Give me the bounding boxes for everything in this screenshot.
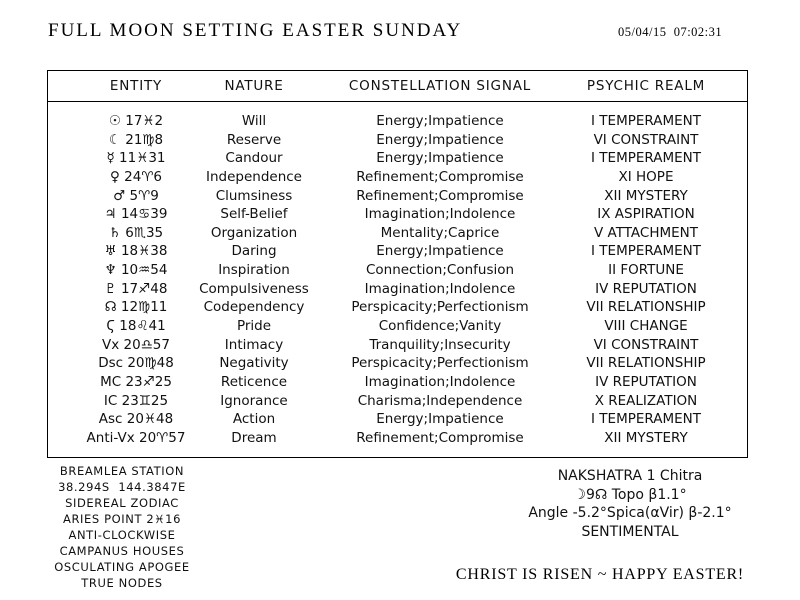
cell-signal: Confidence;Vanity xyxy=(378,318,502,335)
table-row xyxy=(48,354,747,373)
cell-realm: I TEMPERAMENT xyxy=(591,411,701,428)
cell-signal: Energy;Impatience xyxy=(376,150,504,167)
table-row xyxy=(48,112,747,131)
cell-entity: ♂ 5♈9 xyxy=(113,187,159,204)
table-row xyxy=(48,205,747,224)
cell-entity: Anti-Vx 20♈57 xyxy=(86,429,186,446)
text-line: ANTI-CLOCKWISE xyxy=(68,528,176,542)
cell-nature: Independence xyxy=(205,168,302,185)
text-line: CAMPANUS HOUSES xyxy=(59,544,185,558)
cell-nature: Self-Belief xyxy=(220,206,288,223)
table-row xyxy=(48,392,747,411)
text-line: NAKSHATRA 1 Chitra xyxy=(557,468,703,484)
table-row xyxy=(48,224,747,243)
text-line: SIDEREAL ZODIAC xyxy=(65,496,179,510)
text-line: OSCULATING APOGEE xyxy=(54,560,190,574)
cell-realm: VII RELATIONSHIP xyxy=(586,299,706,316)
cell-nature: Inspiration xyxy=(218,262,290,279)
text-line: BREAMLEA STATION xyxy=(59,464,185,478)
chart-settings-block xyxy=(22,463,222,591)
table-row xyxy=(48,149,747,168)
page-title: FULL MOON SETTING EASTER SUNDAY xyxy=(48,20,463,41)
table-row xyxy=(48,261,747,280)
cell-signal: Imagination;Indolence xyxy=(364,206,516,223)
table-row xyxy=(48,410,747,429)
cell-entity: Ϛ 18♌41 xyxy=(106,318,166,335)
cell-signal: Perspicacity;Perfectionism xyxy=(351,355,529,372)
text-line: SENTIMENTAL xyxy=(581,523,679,540)
cell-nature: Clumsiness xyxy=(215,187,293,204)
cell-signal: Perspicacity;Perfectionism xyxy=(351,299,529,316)
cell-realm: I TEMPERAMENT xyxy=(591,113,701,129)
cell-realm: II FORTUNE xyxy=(608,262,684,279)
cell-realm: XI HOPE xyxy=(618,168,674,185)
cell-entity: Vx 20♎57 xyxy=(102,336,170,353)
text-line: 38.294S 144.3847E xyxy=(58,480,186,494)
cell-signal: Connection;Confusion xyxy=(365,262,515,279)
cell-entity: ☊ 12♍11 xyxy=(104,299,168,316)
column-header-nature: NATURE xyxy=(224,78,284,94)
cell-nature: Daring xyxy=(231,243,277,260)
table-body xyxy=(48,102,747,448)
cell-nature: Organization xyxy=(210,224,298,241)
cell-signal: Energy;Impatience xyxy=(376,113,504,129)
cell-signal: Imagination;Indolence xyxy=(364,373,516,390)
cell-entity: ♄ 6♏35 xyxy=(108,224,164,241)
cell-entity: ♀ 24♈6 xyxy=(109,168,163,185)
table-row xyxy=(48,187,747,206)
cell-signal: Refinement;Compromise xyxy=(356,429,524,446)
table-header-row xyxy=(48,71,747,102)
table-row xyxy=(48,242,747,261)
cell-realm: VI CONSTRAINT xyxy=(593,336,699,353)
cell-nature: Will xyxy=(241,113,267,129)
cell-realm: V ATTACHMENT xyxy=(593,224,699,241)
nakshatra-info-block xyxy=(460,467,800,541)
table-row xyxy=(48,373,747,392)
cell-entity: ☾ 21♍8 xyxy=(108,131,164,148)
cell-realm: XII MYSTERY xyxy=(604,429,688,446)
cell-nature: Pride xyxy=(236,318,272,335)
table-row xyxy=(48,429,747,448)
cell-nature: Negativity xyxy=(219,355,289,372)
column-header-entity: ENTITY xyxy=(109,78,163,94)
cell-realm: IX ASPIRATION xyxy=(597,206,695,223)
cell-nature: Codependency xyxy=(203,299,305,316)
cell-nature: Intimacy xyxy=(224,336,284,353)
cell-realm: VIII CHANGE xyxy=(604,318,688,335)
cell-realm: VII RELATIONSHIP xyxy=(586,355,706,372)
cell-entity: ♆ 10♒54 xyxy=(104,262,168,279)
text-line: ☽9☊ Topo β1.1° xyxy=(573,486,687,503)
table-row xyxy=(48,131,747,150)
cell-realm: IV REPUTATION xyxy=(595,280,697,297)
table-row xyxy=(48,280,747,299)
table-row xyxy=(48,317,747,336)
cell-realm: VI CONSTRAINT xyxy=(593,131,699,148)
cell-entity: ♇ 17♐48 xyxy=(104,280,168,297)
cell-realm: XII MYSTERY xyxy=(604,187,688,204)
cell-realm: I TEMPERAMENT xyxy=(591,150,701,167)
report-table xyxy=(47,70,748,458)
cell-realm: X REALIZATION xyxy=(594,392,698,409)
cell-entity: ♃ 14♋39 xyxy=(104,206,168,223)
cell-signal: Refinement;Compromise xyxy=(356,168,524,185)
text-line: ARIES POINT 2♓16 xyxy=(63,512,181,526)
cell-signal: Refinement;Compromise xyxy=(356,187,524,204)
cell-entity: ♅ 18♓38 xyxy=(104,243,168,260)
cell-nature: Dream xyxy=(231,429,277,446)
cell-nature: Candour xyxy=(225,150,283,167)
cell-signal: Energy;Impatience xyxy=(376,243,504,260)
cell-entity: ☿ 11♓31 xyxy=(106,150,166,167)
text-line: TRUE NODES xyxy=(81,576,163,590)
text-line: Angle -5.2°Spica(αVir) β-2.1° xyxy=(528,505,732,521)
cell-nature: Reticence xyxy=(220,373,288,390)
cell-entity: IC 23♊25 xyxy=(103,392,169,409)
cell-nature: Compulsiveness xyxy=(199,280,309,297)
easter-greeting: CHRIST IS RISEN ~ HAPPY EASTER! xyxy=(455,566,745,583)
column-header-psychic-realm: PSYCHIC REALM xyxy=(586,78,706,94)
cell-signal: Charisma;Independence xyxy=(357,392,523,409)
column-header-constellation-signal: CONSTELLATION SIGNAL xyxy=(348,78,532,94)
cell-realm: IV REPUTATION xyxy=(595,373,697,390)
cell-entity: ☉ 17♓2 xyxy=(108,113,164,129)
cell-entity: Dsc 20♍48 xyxy=(98,355,174,372)
cell-nature: Ignorance xyxy=(220,392,288,409)
cell-signal: Energy;Impatience xyxy=(376,131,504,148)
cell-nature: Action xyxy=(232,411,276,428)
table-row xyxy=(48,336,747,355)
cell-entity: Asc 20♓48 xyxy=(98,411,174,428)
cell-nature: Reserve xyxy=(226,131,282,148)
cell-signal: Tranquility;Insecurity xyxy=(369,336,511,353)
table-row xyxy=(48,298,747,317)
cell-signal: Energy;Impatience xyxy=(376,411,504,428)
report-datetime: 05/04/15 07:02:31 xyxy=(618,25,723,39)
cell-entity: MC 23♐25 xyxy=(100,373,172,390)
table-row xyxy=(48,168,747,187)
cell-signal: Imagination;Indolence xyxy=(364,280,516,297)
cell-realm: I TEMPERAMENT xyxy=(591,243,701,260)
cell-signal: Mentality;Caprice xyxy=(380,224,500,241)
